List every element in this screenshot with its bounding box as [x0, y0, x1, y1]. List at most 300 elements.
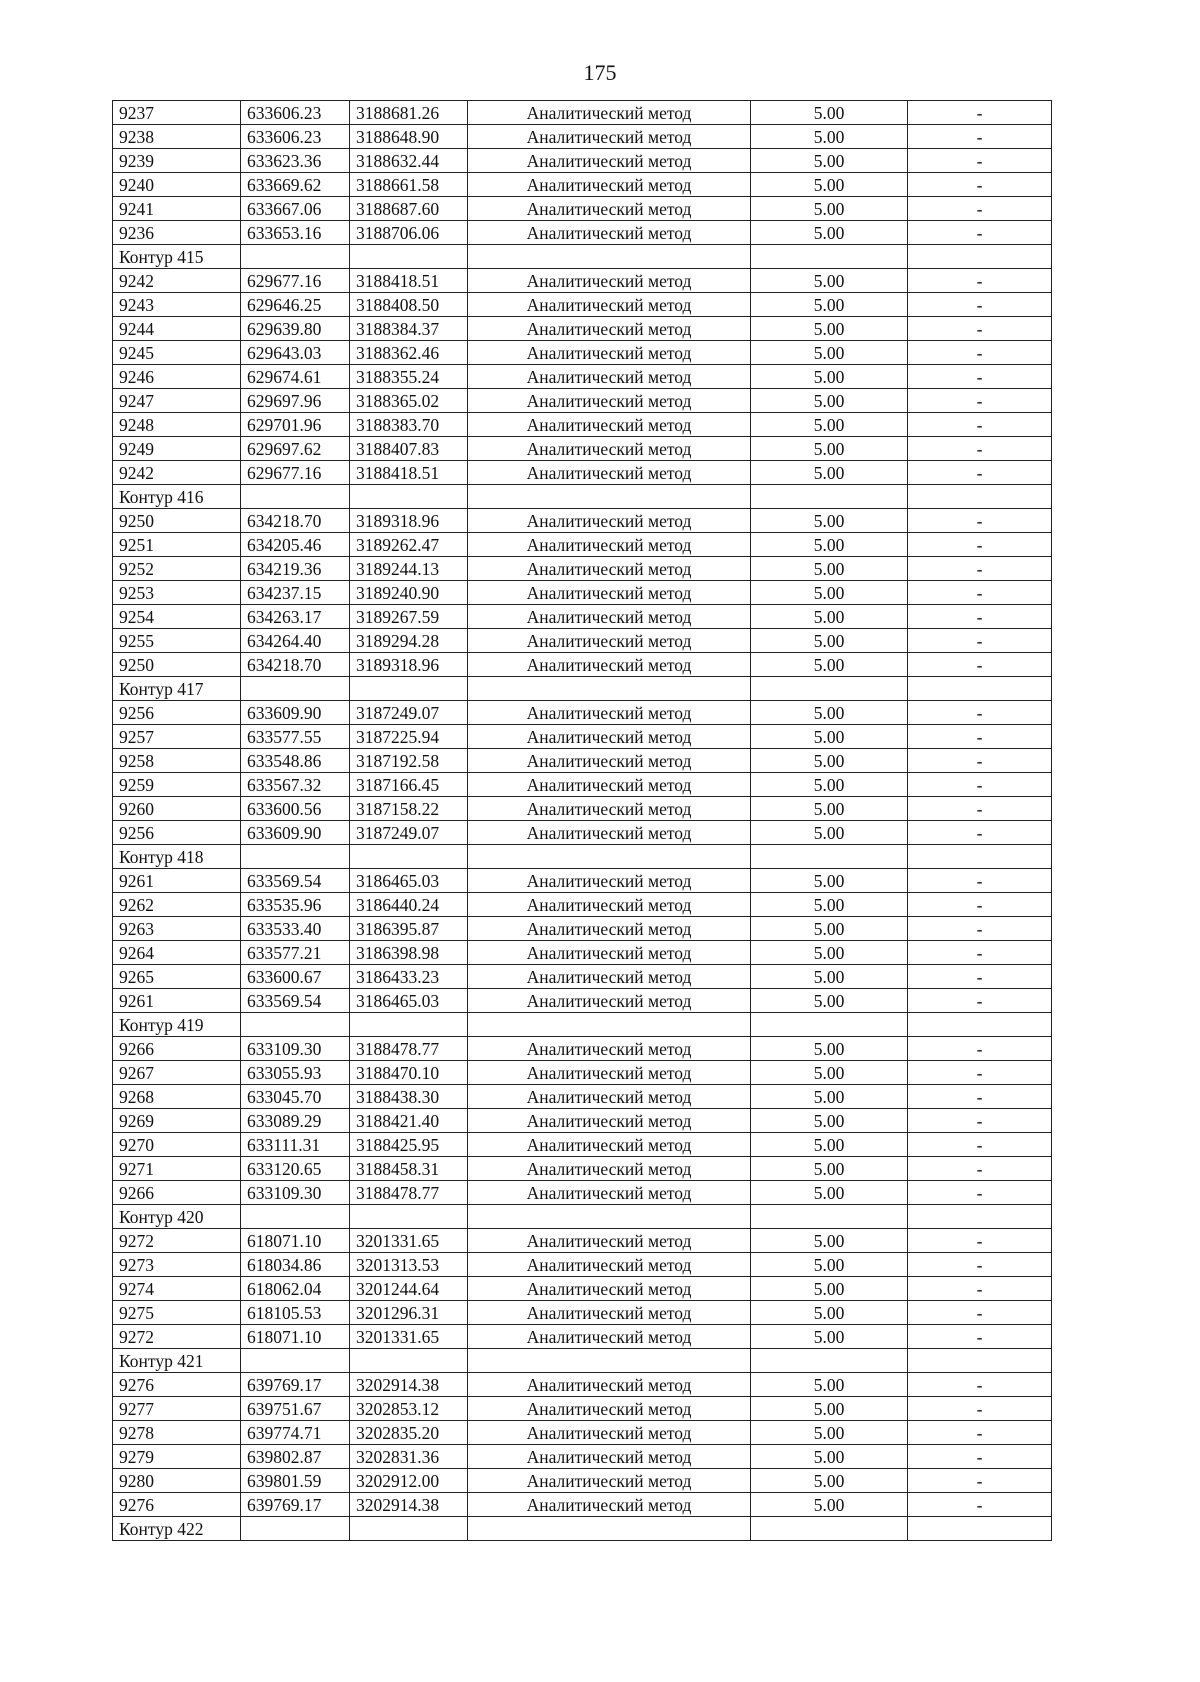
- empty-cell: [350, 677, 468, 701]
- point-number-cell: 9263: [113, 917, 241, 941]
- table-row: [113, 557, 1052, 581]
- accuracy-cell: 5.00: [751, 701, 908, 725]
- y-coordinate-cell: 3188383.70: [350, 413, 468, 437]
- point-number-cell: 9272: [113, 1325, 241, 1349]
- accuracy-cell: 5.00: [751, 725, 908, 749]
- empty-cell: [751, 1013, 908, 1037]
- method-cell: Аналитический метод: [468, 197, 751, 221]
- table-row: [113, 1085, 1052, 1109]
- point-number-cell: 9255: [113, 629, 241, 653]
- contour-label: Контур 420: [113, 1205, 241, 1229]
- method-cell: Аналитический метод: [468, 917, 751, 941]
- note-cell: -: [908, 317, 1052, 341]
- point-number-cell: 9277: [113, 1397, 241, 1421]
- y-coordinate-cell: 3188438.30: [350, 1085, 468, 1109]
- contour-label: Контур 421: [113, 1349, 241, 1373]
- point-number-cell: 9270: [113, 1133, 241, 1157]
- point-number-cell: 9262: [113, 893, 241, 917]
- point-number-cell: 9245: [113, 341, 241, 365]
- point-number-cell: 9243: [113, 293, 241, 317]
- note-cell: -: [908, 773, 1052, 797]
- point-number-cell: 9272: [113, 1229, 241, 1253]
- note-cell: -: [908, 437, 1052, 461]
- empty-cell: [468, 1517, 751, 1541]
- note-cell: -: [908, 1133, 1052, 1157]
- point-number-cell: 9242: [113, 269, 241, 293]
- contour-header-row: [113, 1205, 1052, 1229]
- table-row: [113, 221, 1052, 245]
- method-cell: Аналитический метод: [468, 1109, 751, 1133]
- accuracy-cell: 5.00: [751, 941, 908, 965]
- point-number-cell: 9259: [113, 773, 241, 797]
- table-row: [113, 437, 1052, 461]
- y-coordinate-cell: 3201331.65: [350, 1229, 468, 1253]
- accuracy-cell: 5.00: [751, 605, 908, 629]
- note-cell: -: [908, 365, 1052, 389]
- note-cell: -: [908, 797, 1052, 821]
- contour-header-row: [113, 245, 1052, 269]
- y-coordinate-cell: 3188365.02: [350, 389, 468, 413]
- method-cell: Аналитический метод: [468, 821, 751, 845]
- empty-cell: [908, 1013, 1052, 1037]
- method-cell: Аналитический метод: [468, 125, 751, 149]
- accuracy-cell: 5.00: [751, 1325, 908, 1349]
- x-coordinate-cell: 633120.65: [241, 1157, 350, 1181]
- y-coordinate-cell: 3201331.65: [350, 1325, 468, 1349]
- x-coordinate-cell: 633569.54: [241, 869, 350, 893]
- table-row: [113, 1397, 1052, 1421]
- table-row: [113, 1469, 1052, 1493]
- accuracy-cell: 5.00: [751, 797, 908, 821]
- empty-cell: [468, 245, 751, 269]
- accuracy-cell: 5.00: [751, 149, 908, 173]
- point-number-cell: 9273: [113, 1253, 241, 1277]
- table-row: [113, 1421, 1052, 1445]
- point-number-cell: 9261: [113, 869, 241, 893]
- table-row: [113, 197, 1052, 221]
- method-cell: Аналитический метод: [468, 1229, 751, 1253]
- x-coordinate-cell: 629677.16: [241, 461, 350, 485]
- table-row: [113, 341, 1052, 365]
- table-row: [113, 461, 1052, 485]
- point-number-cell: 9241: [113, 197, 241, 221]
- note-cell: -: [908, 1325, 1052, 1349]
- method-cell: Аналитический метод: [468, 869, 751, 893]
- accuracy-cell: 5.00: [751, 1445, 908, 1469]
- note-cell: -: [908, 149, 1052, 173]
- point-number-cell: 9252: [113, 557, 241, 581]
- y-coordinate-cell: 3188418.51: [350, 461, 468, 485]
- empty-cell: [908, 245, 1052, 269]
- empty-cell: [241, 677, 350, 701]
- accuracy-cell: 5.00: [751, 773, 908, 797]
- y-coordinate-cell: 3186398.98: [350, 941, 468, 965]
- point-number-cell: 9264: [113, 941, 241, 965]
- note-cell: -: [908, 893, 1052, 917]
- coordinates-table-body: [113, 101, 1052, 1541]
- empty-cell: [468, 677, 751, 701]
- contour-label: Контур 416: [113, 485, 241, 509]
- empty-cell: [350, 1517, 468, 1541]
- point-number-cell: 9251: [113, 533, 241, 557]
- y-coordinate-cell: 3187249.07: [350, 701, 468, 725]
- x-coordinate-cell: 639774.71: [241, 1421, 350, 1445]
- point-number-cell: 9246: [113, 365, 241, 389]
- point-number-cell: 9271: [113, 1157, 241, 1181]
- note-cell: -: [908, 1181, 1052, 1205]
- table-row: [113, 413, 1052, 437]
- empty-cell: [241, 245, 350, 269]
- y-coordinate-cell: 3188681.26: [350, 101, 468, 125]
- accuracy-cell: 5.00: [751, 509, 908, 533]
- x-coordinate-cell: 639801.59: [241, 1469, 350, 1493]
- x-coordinate-cell: 633111.31: [241, 1133, 350, 1157]
- point-number-cell: 9267: [113, 1061, 241, 1085]
- method-cell: Аналитический метод: [468, 725, 751, 749]
- note-cell: -: [908, 389, 1052, 413]
- y-coordinate-cell: 3202914.38: [350, 1493, 468, 1517]
- table-row: [113, 989, 1052, 1013]
- note-cell: -: [908, 1085, 1052, 1109]
- method-cell: Аналитический метод: [468, 701, 751, 725]
- accuracy-cell: 5.00: [751, 1157, 908, 1181]
- method-cell: Аналитический метод: [468, 1373, 751, 1397]
- accuracy-cell: 5.00: [751, 197, 908, 221]
- table-row: [113, 1445, 1052, 1469]
- contour-header-row: [113, 1013, 1052, 1037]
- y-coordinate-cell: 3189318.96: [350, 509, 468, 533]
- method-cell: Аналитический метод: [468, 173, 751, 197]
- y-coordinate-cell: 3189318.96: [350, 653, 468, 677]
- y-coordinate-cell: 3189267.59: [350, 605, 468, 629]
- accuracy-cell: 5.00: [751, 1061, 908, 1085]
- y-coordinate-cell: 3188421.40: [350, 1109, 468, 1133]
- point-number-cell: 9258: [113, 749, 241, 773]
- method-cell: Аналитический метод: [468, 773, 751, 797]
- x-coordinate-cell: 618071.10: [241, 1325, 350, 1349]
- table-row: [113, 629, 1052, 653]
- x-coordinate-cell: 634218.70: [241, 509, 350, 533]
- note-cell: -: [908, 917, 1052, 941]
- table-row: [113, 173, 1052, 197]
- empty-cell: [350, 1205, 468, 1229]
- method-cell: Аналитический метод: [468, 1445, 751, 1469]
- accuracy-cell: 5.00: [751, 557, 908, 581]
- accuracy-cell: 5.00: [751, 629, 908, 653]
- point-number-cell: 9269: [113, 1109, 241, 1133]
- x-coordinate-cell: 633577.55: [241, 725, 350, 749]
- note-cell: -: [908, 1397, 1052, 1421]
- accuracy-cell: 5.00: [751, 1133, 908, 1157]
- note-cell: -: [908, 1301, 1052, 1325]
- empty-cell: [350, 845, 468, 869]
- contour-header-row: [113, 845, 1052, 869]
- y-coordinate-cell: 3186465.03: [350, 989, 468, 1013]
- y-coordinate-cell: 3202912.00: [350, 1469, 468, 1493]
- accuracy-cell: 5.00: [751, 1181, 908, 1205]
- note-cell: -: [908, 605, 1052, 629]
- empty-cell: [350, 1013, 468, 1037]
- point-number-cell: 9256: [113, 821, 241, 845]
- empty-cell: [908, 845, 1052, 869]
- accuracy-cell: 5.00: [751, 269, 908, 293]
- y-coordinate-cell: 3201244.64: [350, 1277, 468, 1301]
- x-coordinate-cell: 629643.03: [241, 341, 350, 365]
- note-cell: -: [908, 173, 1052, 197]
- method-cell: Аналитический метод: [468, 629, 751, 653]
- x-coordinate-cell: 634264.40: [241, 629, 350, 653]
- note-cell: -: [908, 413, 1052, 437]
- y-coordinate-cell: 3188458.31: [350, 1157, 468, 1181]
- note-cell: -: [908, 1469, 1052, 1493]
- y-coordinate-cell: 3187158.22: [350, 797, 468, 821]
- x-coordinate-cell: 629639.80: [241, 317, 350, 341]
- y-coordinate-cell: 3188478.77: [350, 1181, 468, 1205]
- x-coordinate-cell: 629701.96: [241, 413, 350, 437]
- empty-cell: [350, 1349, 468, 1373]
- x-coordinate-cell: 633535.96: [241, 893, 350, 917]
- table-row: [113, 1325, 1052, 1349]
- x-coordinate-cell: 634219.36: [241, 557, 350, 581]
- table-row: [113, 725, 1052, 749]
- point-number-cell: 9276: [113, 1493, 241, 1517]
- method-cell: Аналитический метод: [468, 1133, 751, 1157]
- table-row: [113, 533, 1052, 557]
- method-cell: Аналитический метод: [468, 293, 751, 317]
- method-cell: Аналитический метод: [468, 1181, 751, 1205]
- accuracy-cell: 5.00: [751, 869, 908, 893]
- x-coordinate-cell: 633533.40: [241, 917, 350, 941]
- method-cell: Аналитический метод: [468, 1085, 751, 1109]
- table-row: [113, 1157, 1052, 1181]
- point-number-cell: 9278: [113, 1421, 241, 1445]
- accuracy-cell: 5.00: [751, 317, 908, 341]
- x-coordinate-cell: 639769.17: [241, 1373, 350, 1397]
- accuracy-cell: 5.00: [751, 1301, 908, 1325]
- accuracy-cell: 5.00: [751, 221, 908, 245]
- table-row: [113, 1277, 1052, 1301]
- y-coordinate-cell: 3188661.58: [350, 173, 468, 197]
- empty-cell: [241, 1013, 350, 1037]
- method-cell: Аналитический метод: [468, 509, 751, 533]
- method-cell: Аналитический метод: [468, 1493, 751, 1517]
- method-cell: Аналитический метод: [468, 965, 751, 989]
- note-cell: -: [908, 1157, 1052, 1181]
- y-coordinate-cell: 3188425.95: [350, 1133, 468, 1157]
- note-cell: -: [908, 1229, 1052, 1253]
- accuracy-cell: 5.00: [751, 461, 908, 485]
- point-number-cell: 9240: [113, 173, 241, 197]
- method-cell: Аналитический метод: [468, 893, 751, 917]
- empty-cell: [751, 1517, 908, 1541]
- note-cell: -: [908, 1037, 1052, 1061]
- note-cell: -: [908, 725, 1052, 749]
- x-coordinate-cell: 633109.30: [241, 1181, 350, 1205]
- table-row: [113, 941, 1052, 965]
- table-row: [113, 1061, 1052, 1085]
- note-cell: -: [908, 1277, 1052, 1301]
- table-row: [113, 773, 1052, 797]
- method-cell: Аналитический метод: [468, 437, 751, 461]
- method-cell: Аналитический метод: [468, 1469, 751, 1493]
- x-coordinate-cell: 633600.67: [241, 965, 350, 989]
- accuracy-cell: 5.00: [751, 1493, 908, 1517]
- x-coordinate-cell: 629697.96: [241, 389, 350, 413]
- empty-cell: [751, 485, 908, 509]
- y-coordinate-cell: 3189262.47: [350, 533, 468, 557]
- empty-cell: [241, 1349, 350, 1373]
- x-coordinate-cell: 633609.90: [241, 701, 350, 725]
- contour-label: Контур 418: [113, 845, 241, 869]
- x-coordinate-cell: 633569.54: [241, 989, 350, 1013]
- accuracy-cell: 5.00: [751, 965, 908, 989]
- empty-cell: [751, 845, 908, 869]
- table-row: [113, 1037, 1052, 1061]
- y-coordinate-cell: 3187192.58: [350, 749, 468, 773]
- table-row: [113, 797, 1052, 821]
- x-coordinate-cell: 633609.90: [241, 821, 350, 845]
- accuracy-cell: 5.00: [751, 533, 908, 557]
- point-number-cell: 9239: [113, 149, 241, 173]
- table-row: [113, 581, 1052, 605]
- y-coordinate-cell: 3188632.44: [350, 149, 468, 173]
- accuracy-cell: 5.00: [751, 101, 908, 125]
- point-number-cell: 9261: [113, 989, 241, 1013]
- table-row: [113, 149, 1052, 173]
- x-coordinate-cell: 629677.16: [241, 269, 350, 293]
- y-coordinate-cell: 3188470.10: [350, 1061, 468, 1085]
- table-row: [113, 293, 1052, 317]
- note-cell: -: [908, 269, 1052, 293]
- y-coordinate-cell: 3188384.37: [350, 317, 468, 341]
- method-cell: Аналитический метод: [468, 1421, 751, 1445]
- table-row: [113, 821, 1052, 845]
- method-cell: Аналитический метод: [468, 1301, 751, 1325]
- accuracy-cell: 5.00: [751, 1373, 908, 1397]
- table-row: [113, 509, 1052, 533]
- x-coordinate-cell: 634237.15: [241, 581, 350, 605]
- method-cell: Аналитический метод: [468, 605, 751, 629]
- y-coordinate-cell: 3202831.36: [350, 1445, 468, 1469]
- note-cell: -: [908, 989, 1052, 1013]
- x-coordinate-cell: 639802.87: [241, 1445, 350, 1469]
- point-number-cell: 9250: [113, 653, 241, 677]
- point-number-cell: 9248: [113, 413, 241, 437]
- method-cell: Аналитический метод: [468, 989, 751, 1013]
- method-cell: Аналитический метод: [468, 1037, 751, 1061]
- table-row: [113, 125, 1052, 149]
- note-cell: -: [908, 509, 1052, 533]
- x-coordinate-cell: 634205.46: [241, 533, 350, 557]
- method-cell: Аналитический метод: [468, 149, 751, 173]
- note-cell: -: [908, 1373, 1052, 1397]
- x-coordinate-cell: 618034.86: [241, 1253, 350, 1277]
- accuracy-cell: 5.00: [751, 437, 908, 461]
- method-cell: Аналитический метод: [468, 1397, 751, 1421]
- point-number-cell: 9260: [113, 797, 241, 821]
- contour-label: Контур 415: [113, 245, 241, 269]
- table-row: [113, 1493, 1052, 1517]
- y-coordinate-cell: 3188407.83: [350, 437, 468, 461]
- y-coordinate-cell: 3186395.87: [350, 917, 468, 941]
- empty-cell: [468, 485, 751, 509]
- accuracy-cell: 5.00: [751, 413, 908, 437]
- note-cell: -: [908, 821, 1052, 845]
- y-coordinate-cell: 3186465.03: [350, 869, 468, 893]
- point-number-cell: 9266: [113, 1037, 241, 1061]
- y-coordinate-cell: 3188418.51: [350, 269, 468, 293]
- accuracy-cell: 5.00: [751, 1109, 908, 1133]
- point-number-cell: 9257: [113, 725, 241, 749]
- x-coordinate-cell: 618062.04: [241, 1277, 350, 1301]
- y-coordinate-cell: 3188408.50: [350, 293, 468, 317]
- method-cell: Аналитический метод: [468, 221, 751, 245]
- contour-header-row: [113, 485, 1052, 509]
- table-row: [113, 653, 1052, 677]
- accuracy-cell: 5.00: [751, 1229, 908, 1253]
- y-coordinate-cell: 3187225.94: [350, 725, 468, 749]
- contour-header-row: [113, 677, 1052, 701]
- table-row: [113, 389, 1052, 413]
- y-coordinate-cell: 3188706.06: [350, 221, 468, 245]
- x-coordinate-cell: 639769.17: [241, 1493, 350, 1517]
- accuracy-cell: 5.00: [751, 749, 908, 773]
- empty-cell: [908, 677, 1052, 701]
- note-cell: -: [908, 581, 1052, 605]
- method-cell: Аналитический метод: [468, 797, 751, 821]
- empty-cell: [751, 245, 908, 269]
- empty-cell: [241, 1205, 350, 1229]
- table-row: [113, 317, 1052, 341]
- y-coordinate-cell: 3201313.53: [350, 1253, 468, 1277]
- accuracy-cell: 5.00: [751, 989, 908, 1013]
- empty-cell: [468, 1013, 751, 1037]
- x-coordinate-cell: 633577.21: [241, 941, 350, 965]
- table-row: [113, 893, 1052, 917]
- note-cell: -: [908, 341, 1052, 365]
- accuracy-cell: 5.00: [751, 1421, 908, 1445]
- note-cell: -: [908, 1421, 1052, 1445]
- x-coordinate-cell: 633109.30: [241, 1037, 350, 1061]
- table-row: [113, 749, 1052, 773]
- x-coordinate-cell: 633606.23: [241, 101, 350, 125]
- accuracy-cell: 5.00: [751, 341, 908, 365]
- method-cell: Аналитический метод: [468, 653, 751, 677]
- point-number-cell: 9265: [113, 965, 241, 989]
- contour-header-row: [113, 1349, 1052, 1373]
- empty-cell: [241, 485, 350, 509]
- accuracy-cell: 5.00: [751, 389, 908, 413]
- y-coordinate-cell: 3202853.12: [350, 1397, 468, 1421]
- note-cell: -: [908, 941, 1052, 965]
- method-cell: Аналитический метод: [468, 557, 751, 581]
- y-coordinate-cell: 3188648.90: [350, 125, 468, 149]
- accuracy-cell: 5.00: [751, 917, 908, 941]
- empty-cell: [751, 677, 908, 701]
- empty-cell: [468, 1349, 751, 1373]
- contour-label: Контур 419: [113, 1013, 241, 1037]
- empty-cell: [241, 845, 350, 869]
- contour-label: Контур 422: [113, 1517, 241, 1541]
- y-coordinate-cell: 3189294.28: [350, 629, 468, 653]
- table-row: [113, 869, 1052, 893]
- y-coordinate-cell: 3188362.46: [350, 341, 468, 365]
- table-row: [113, 1301, 1052, 1325]
- empty-cell: [908, 1349, 1052, 1373]
- table-row: [113, 1133, 1052, 1157]
- note-cell: -: [908, 653, 1052, 677]
- note-cell: -: [908, 965, 1052, 989]
